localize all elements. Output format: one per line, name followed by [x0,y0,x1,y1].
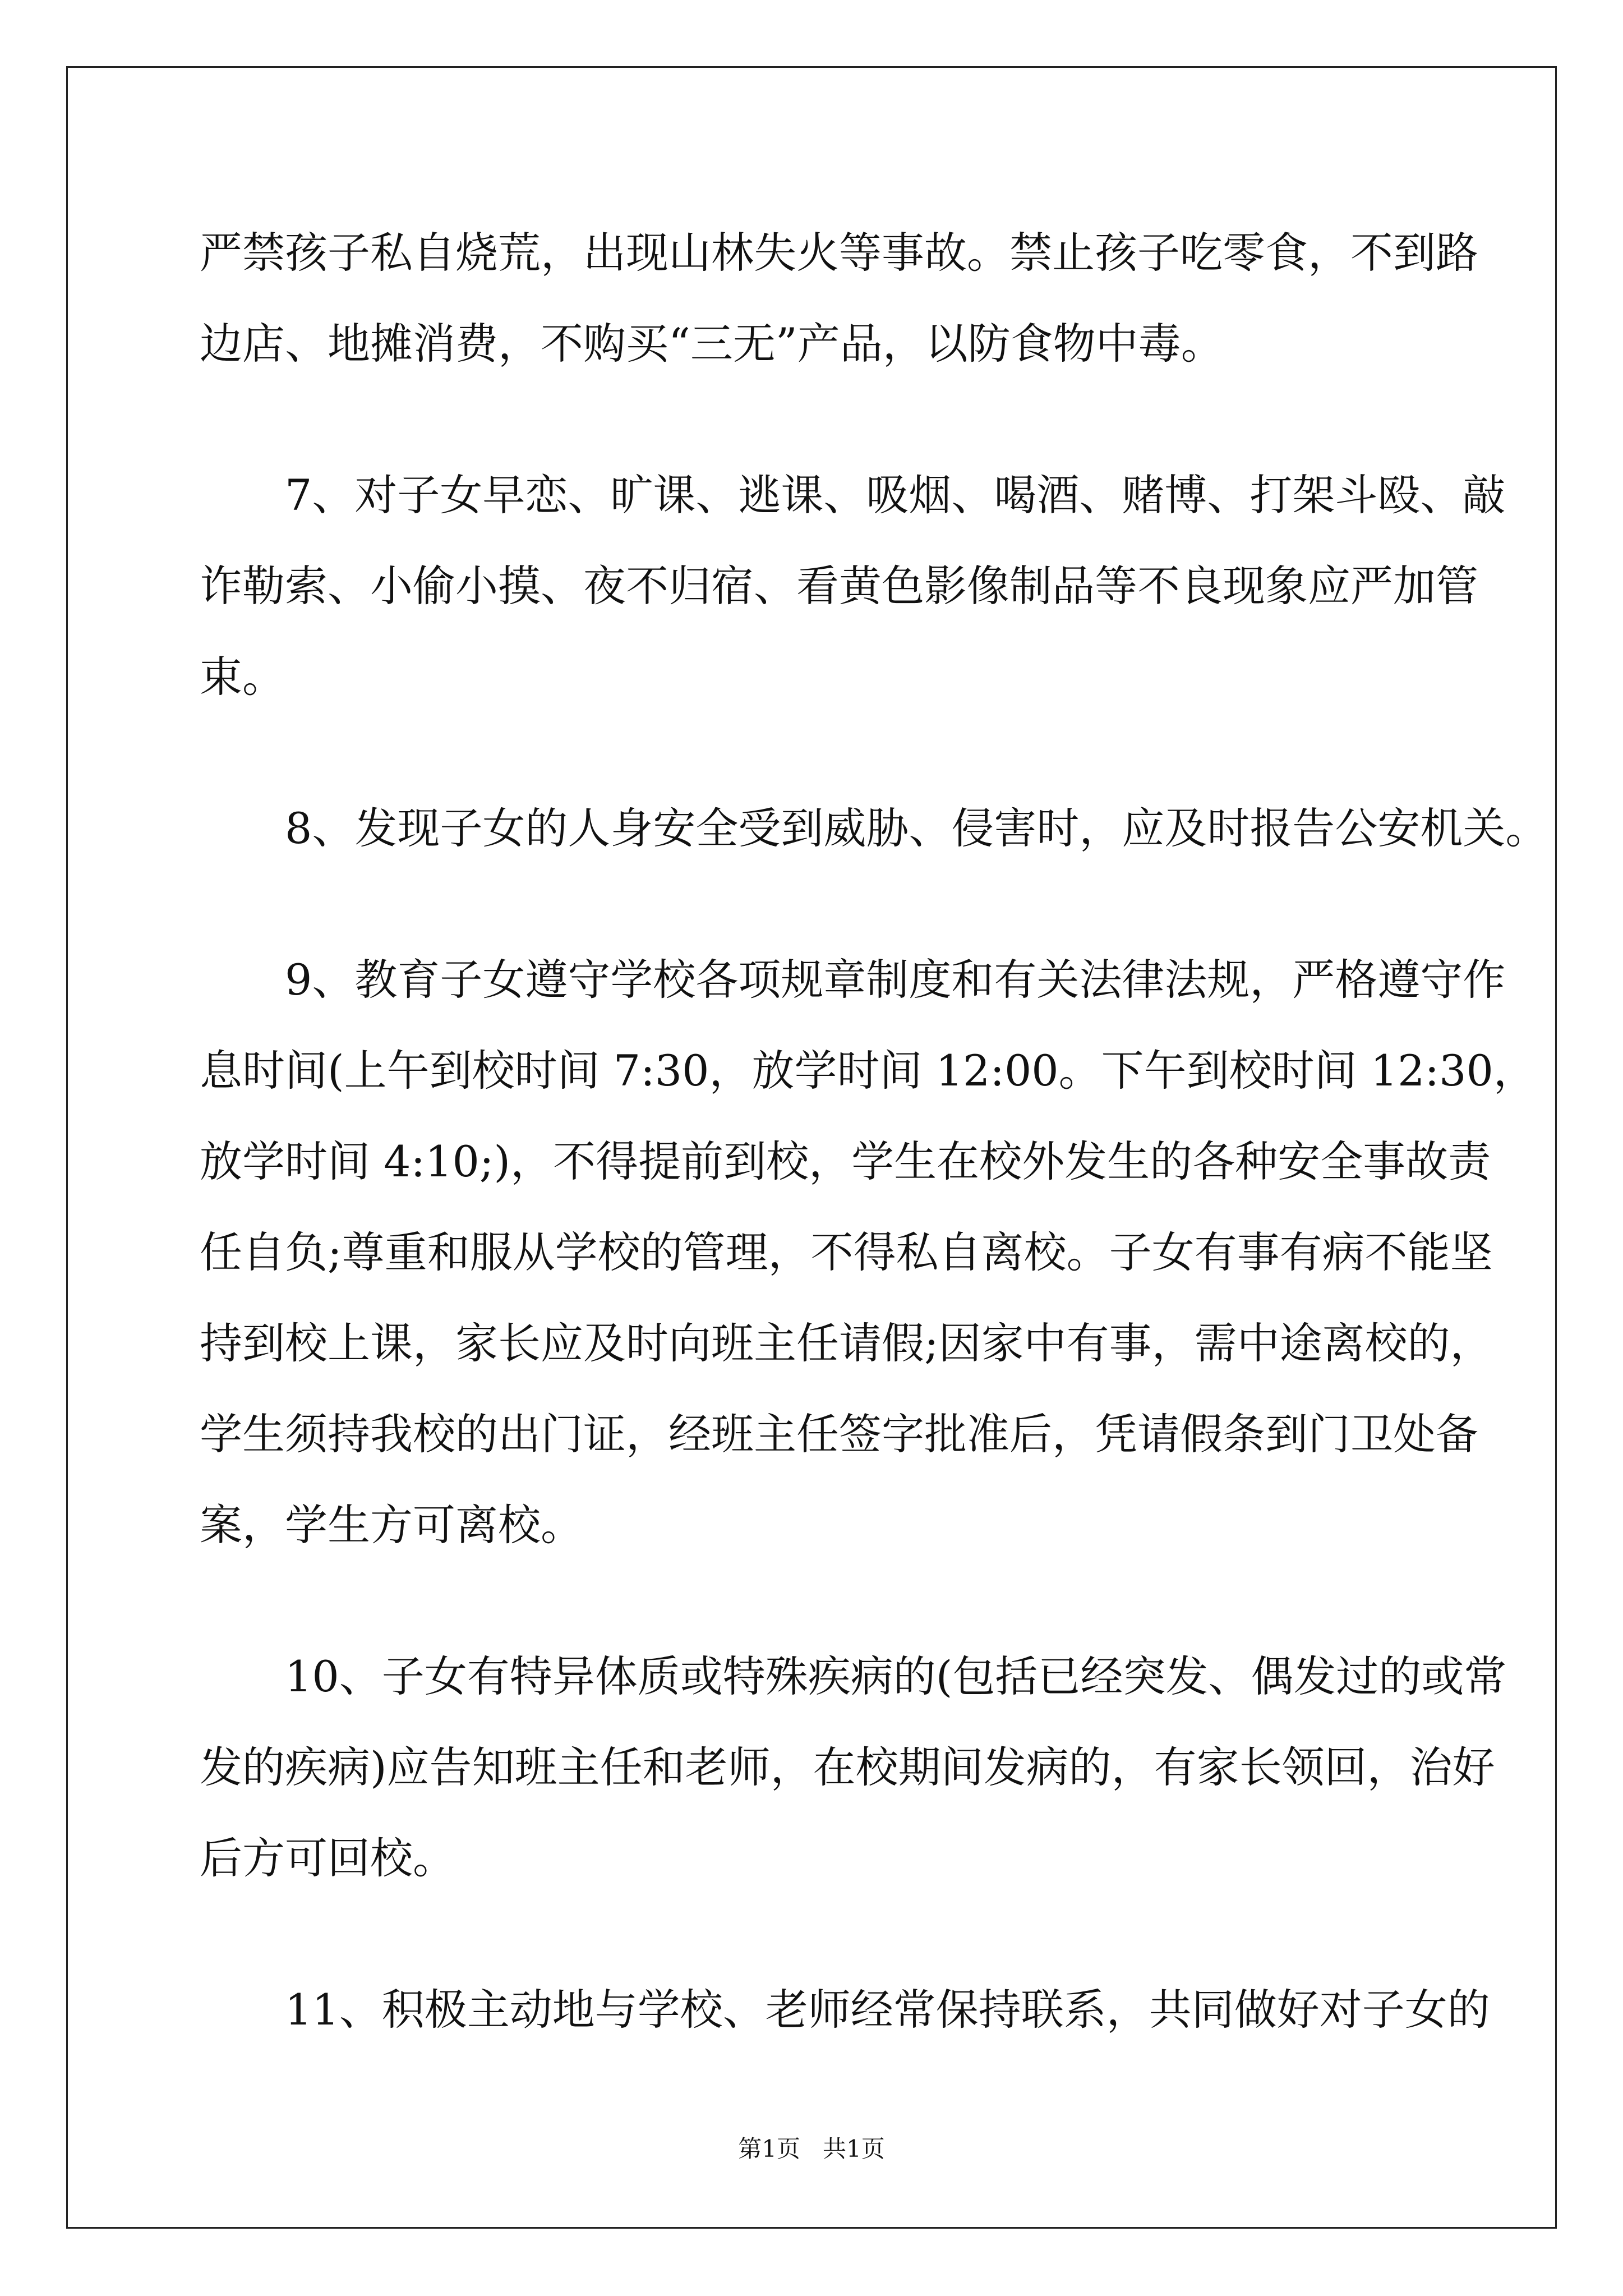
text-line: 7、对子女早恋、旷课、逃课、吸烟、喝酒、赌博、打架斗殴、敲 [285,470,1506,520]
text-line: 边店、地摊消费，不购买“三无”产品，以防食物中毒。 [200,319,1224,369]
paragraph [200,450,1506,723]
text-line: 案，学生方可离校。 [200,1500,583,1550]
text-line: 束。 [200,652,285,702]
text-line: 9、教育子女遵守学校各项规章制度和有关法律法规，严格遵守作 [285,955,1506,1005]
text-line: 10、子女有特异体质或特殊疾病的(包括已经突发、偶发过的或常 [285,1651,1507,1701]
paragraph [200,935,1536,1571]
text-line: 学生须持我校的出门证，经班主任签字批准后，凭请假条到门卫处备 [200,1409,1478,1459]
text-line: 8、发现子女的人身安全受到威胁、侵害时，应及时报告公安机关。 [285,803,1548,853]
text-line: 严禁孩子私自烧荒，出现山林失火等事故。禁止孩子吃零食，不到路 [200,228,1478,278]
text-line: 持到校上课，家长应及时向班主任请假;因家中有事，需中途离校的， [200,1318,1493,1368]
text-line: 任自负;尊重和服从学校的管理，不得私自离校。子女有事有病不能坚 [200,1227,1493,1277]
text-line: 发的疾病)应告知班主任和老师，在校期间发病的，有家长领回，治好 [200,1742,1495,1792]
text-line: 后方可回校。 [200,1833,455,1883]
text-line: 放学时间 4:10;)，不得提前到校，学生在校外发生的各种安全事故责 [200,1137,1491,1186]
paragraph [200,1964,1490,2055]
page-footer: 第1页 共1页 [738,2135,885,2162]
text-line: 11、积极主动地与学校、老师经常保持联系，共同做好对子女的 [285,1985,1490,2035]
document-body [200,208,1548,2055]
paragraph [200,783,1548,874]
text-line: 息时间(上午到校时间 7:30，放学时间 12:00。下午到校时间 12:30， [200,1046,1536,1096]
text-line: 诈勒索、小偷小摸、夜不归宿、看黄色影像制品等不良现象应严加管 [200,561,1478,611]
paragraph [200,1631,1507,1904]
paragraph [200,208,1478,389]
